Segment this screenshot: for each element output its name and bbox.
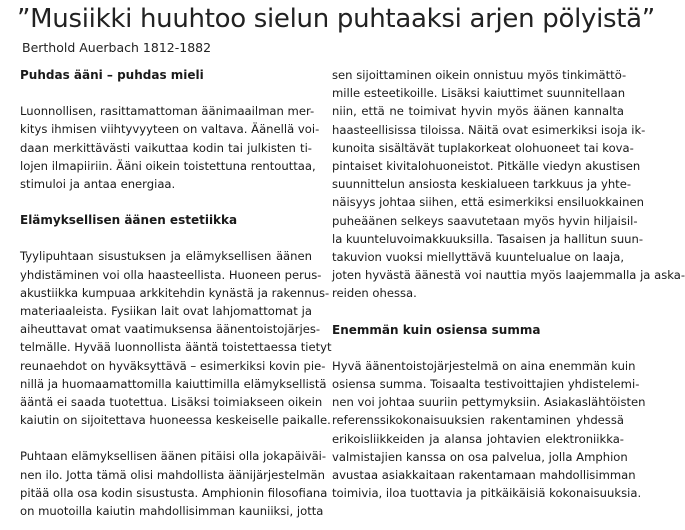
- text-line: sen sijoittaminen oikein onnistuu myös tinkimättö-: [332, 68, 627, 82]
- text-line: Hyvä äänentoistojärjestelmä on aina enemmän kuin: [332, 358, 636, 373]
- text-line: kunoita sisältävät tuplakorkeat olohuoneet tai kova-: [332, 140, 634, 155]
- text-line: nen voi johtaa suuriin pettymyksiin. Asiakaslähtöisten: [332, 395, 646, 410]
- text-line: reiden ohessa.: [332, 286, 417, 301]
- text-line: nen ilo. Jotta tämä olisi mahdollista äänijärjestelmän: [20, 467, 325, 482]
- text-line: pintaiset kivitalohuoneistot. Pitkälle viedyn akustisen: [332, 159, 641, 174]
- text-line: daan merkittävästi vaikuttaa kodin tai julkisten ti-: [20, 140, 312, 155]
- text-line: reunaehdot on hyväksyttävä – esimerkiksi kovin pie-: [20, 358, 326, 373]
- paragraph-continuation: [332, 66, 685, 303]
- left-column: [20, 66, 332, 520]
- text-line: Tyylipuhtaan sisustuksen ja elämyksellisen äänen: [20, 249, 312, 264]
- text-line: Luonnollisen, rasittamattoman äänimaailman mer-: [20, 104, 315, 119]
- text-line: haasteellisissa tiloissa. Näitä ovat esimerkiksi isoja ik-: [332, 122, 646, 137]
- text-line: on muotoilla kaiutin mahdollisimman kauniiksi, jotta: [20, 504, 324, 519]
- text-line: näisyys johtaa siihen, että esimerkiksi ensiluokkainen: [332, 195, 644, 210]
- text-line: yhdistäminen voi olla haasteellista. Huoneen perus-: [20, 267, 322, 282]
- text-line: avustaa asiakkaitaan rakentamaan mahdollisimman: [332, 468, 636, 483]
- text-line: puheäänen selkeys saavutetaan myös hyvin hiljaisil-: [332, 213, 638, 228]
- section-heading-pure-sound: Puhdas ääni – puhdas mieli: [20, 68, 204, 82]
- text-line: takuvion vuoksi miellyttävä kuuntelualue on laaja,: [332, 250, 625, 265]
- text-line: aiheuttavat omat vaatimuksensa äänentoistojärjes-: [20, 322, 321, 337]
- text-line: materiaaleista. Fysiikan lait ovat lahjomattomat ja: [20, 304, 312, 319]
- text-line: ääntä ei saada tuotettua. Lisäksi toimiakseen oikein: [20, 395, 323, 410]
- pull-quote: ”Musiikki huuhtoo sielun puhtaaksi arjen pölyistä”: [17, 4, 655, 34]
- text-line: nillä ja huomaamattomilla kaiuttimilla elämyksellistä: [20, 376, 327, 391]
- text-line: akustiikka kumpuaa arkkitehdin kynästä ja rakennus-: [20, 285, 330, 300]
- section-heading-sum-of-parts: Enemmän kuin osiensa summa: [332, 322, 541, 337]
- paragraph-pure-sound: [20, 102, 320, 193]
- text-line: Puhtaan elämyksellisen äänen pitäisi olla jokapäiväi-: [20, 449, 327, 464]
- text-line: referenssikokonaisuuksien rakentaminen yhdessä: [332, 413, 624, 428]
- text-line: kitys ihmisen viihtyvyyteen on valtava. Äänellä voi-: [20, 122, 320, 137]
- paragraph-aesthetics-1: [20, 247, 332, 429]
- paragraph-sum-of-parts: [332, 357, 646, 503]
- text-line: lojen ilmapiiriin. Ääni oikein toistettuna rentouttaa,: [20, 158, 316, 173]
- text-line: valmistajien kanssa on osa palvelua, jolla Amphion: [332, 449, 628, 464]
- text-line: stimuloi ja antaa energiaa.: [20, 177, 176, 192]
- text-line: toimivia, iloa tuottavia ja pitkäikäisiä kokonaisuuksia.: [332, 486, 642, 501]
- text-line: joten hyvästä äänestä voi nauttia myös laajemmalla ja aska-: [332, 268, 685, 283]
- text-line: suunnittelun ansiosta keskialueen tarkkuus ja yhte-: [332, 177, 632, 192]
- text-line: pitää olla osa kodin sisustusta. Amphionin filosofiana: [20, 485, 328, 500]
- text-line: la kuunteluvoimakkuuksilla. Tasaisen ja hallitun suun-: [332, 231, 644, 246]
- text-line: osiensa summa. Toisaalta testivoittajien yhdistelemi-: [332, 377, 640, 392]
- text-line: telmälle. Hyvää luonnollista ääntä toistettaessa tietyt: [20, 340, 332, 355]
- text-line: niin, että ne toimivat hyvin myös äänen kannalta: [332, 104, 624, 119]
- paragraph-aesthetics-2: [20, 447, 328, 520]
- section-heading-aesthetics: Elämyksellisen äänen estetiikka: [20, 213, 238, 228]
- text-line: kaiutin on sijoitettava huoneessa keskeiselle paikalle.: [20, 413, 331, 428]
- quote-author: Berthold Auerbach 1812-1882: [22, 40, 212, 55]
- right-column: [332, 66, 685, 502]
- text-line: erikoisliikkeiden ja alansa johtavien elektroniikka-: [332, 431, 624, 446]
- text-line: mille esteetikoille. Lisäksi kaiuttimet suunnitellaan: [332, 86, 626, 101]
